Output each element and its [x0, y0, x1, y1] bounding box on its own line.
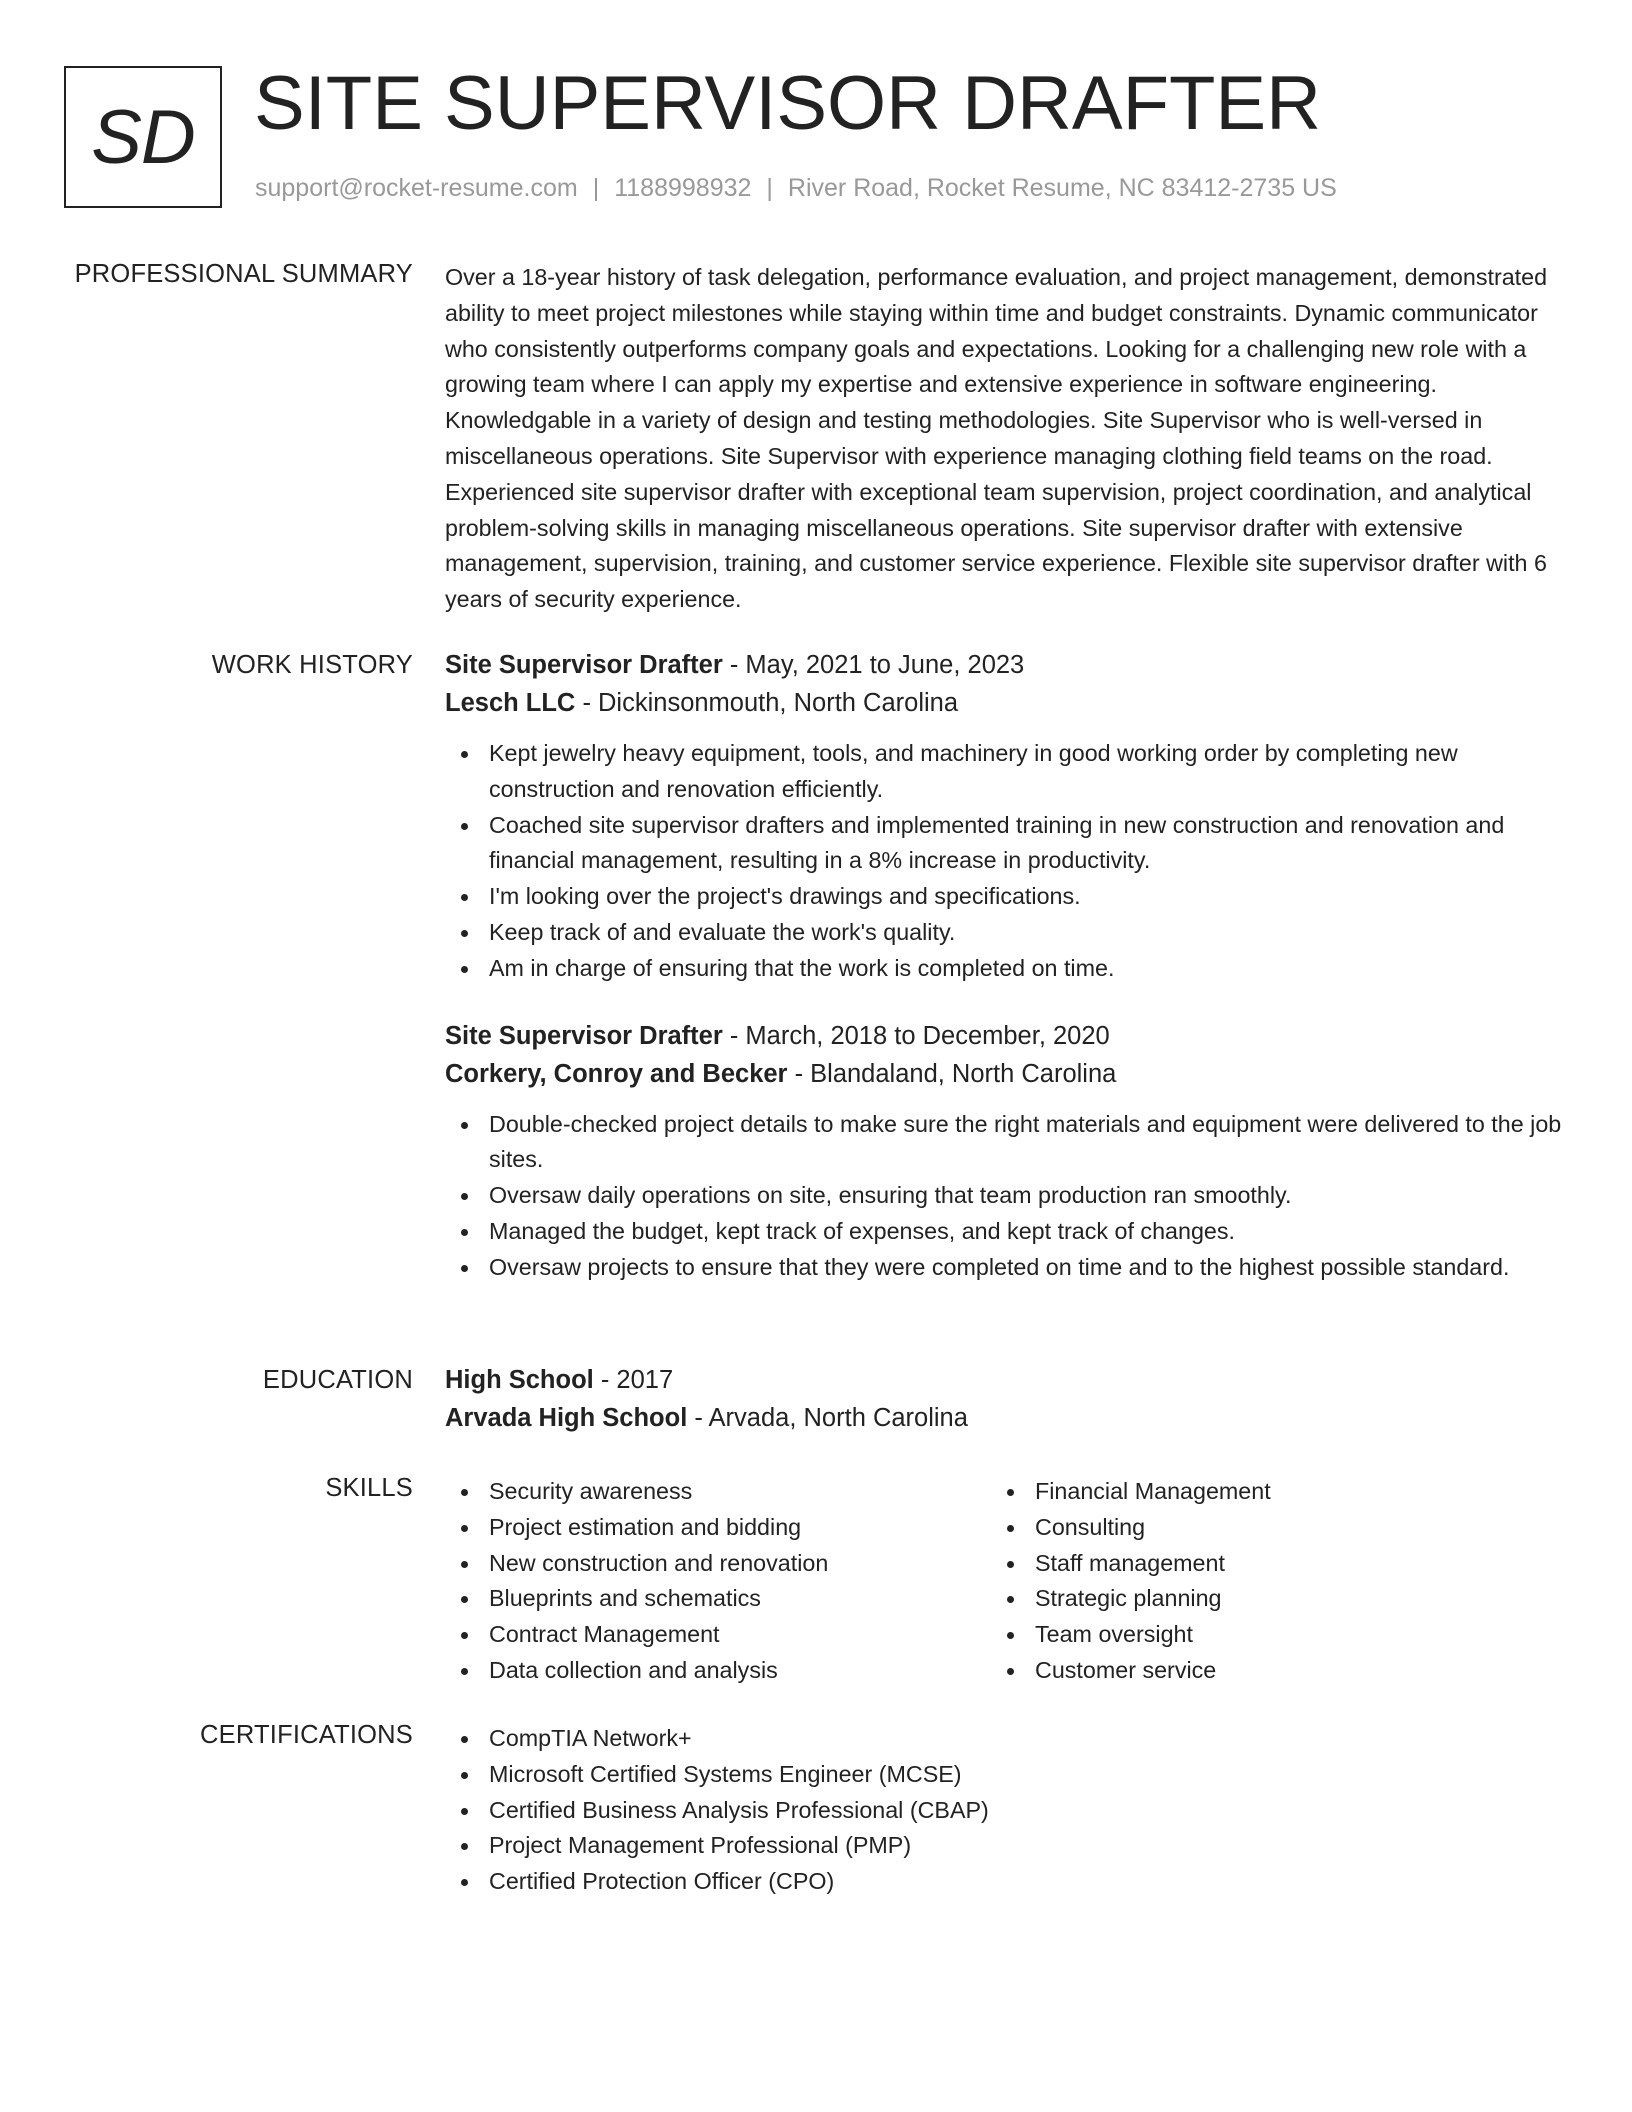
- certifications-list: [445, 1721, 1565, 1900]
- contact-phone: 1188998932: [614, 174, 752, 202]
- education-degree: High School: [445, 1366, 594, 1394]
- job-title-line: [445, 1017, 1565, 1055]
- certifications-body: [445, 1721, 1565, 1900]
- job-title-line: [445, 646, 1565, 684]
- job-bullets: [445, 1107, 1565, 1286]
- education-title: EDUCATION: [262, 1366, 413, 1394]
- education-location: - Arvada, North Carolina: [687, 1404, 968, 1432]
- job-company: Lesch LLC: [445, 689, 576, 717]
- job-role: Site Supervisor Drafter: [445, 1021, 723, 1050]
- summary-title: PROFESSIONAL SUMMARY: [74, 260, 413, 288]
- job-role: Site Supervisor Drafter: [445, 651, 723, 679]
- certification-item: Project Management Professional (PMP): [445, 1828, 1565, 1864]
- education-degree-line: [445, 1361, 1565, 1399]
- certification-item: Certified Business Analysis Professional (CBAP): [445, 1793, 1565, 1829]
- job-bullet: Keep track of and evaluate the work's quality.: [445, 915, 1565, 951]
- summary-text: Over a 18-year history of task delegation, performance evaluation, and project management, demonstrated ability to meet project milestones while staying within time and budget constraints. Dynamic communicator who consistently outperforms company goals and expectations. Looking for a challenging new role with a growing team where I can apply my expertise and extensive experience in software engineering. Knowledgable in a variety of design and testing methodologies. Site Supervisor who is well-versed in miscellaneous operations. Site Supervisor with experience managing clothing field teams on the road. Experienced site supervisor drafter with exceptional team supervision, project coordination, and analytical problem-solving skills in managing miscellaneous operations. Site supervisor drafter with extensive management, supervision, training, and customer service experience. Flexible site supervisor drafter with 6 years of security experience.: [445, 264, 1548, 613]
- work-history-title: WORK HISTORY: [211, 651, 413, 679]
- job-bullet: Oversaw daily operations on site, ensuring that team production ran smoothly.: [445, 1178, 1565, 1214]
- skill-item: Consulting: [991, 1510, 1537, 1546]
- job-dates: - May, 2021 to June, 2023: [722, 651, 1025, 679]
- monogram-initials: SD: [91, 94, 195, 180]
- job-entry: [445, 646, 1565, 987]
- education-body: [445, 1361, 1565, 1437]
- work-history-body: [445, 646, 1565, 1286]
- skill-item: Contract Management: [445, 1617, 991, 1653]
- resume-header: [64, 61, 1564, 210]
- job-bullet: Oversaw projects to ensure that they were completed on time and to the highest possible standard.: [445, 1250, 1565, 1286]
- skills-list-left: [445, 1474, 991, 1689]
- skill-item: New construction and renovation: [445, 1546, 991, 1582]
- skill-item: Staff management: [991, 1546, 1537, 1582]
- skill-item: Customer service: [991, 1653, 1537, 1689]
- certifications-title: CERTIFICATIONS: [200, 1721, 413, 1749]
- education-year: - 2017: [593, 1366, 674, 1394]
- skills-list-right: [991, 1474, 1537, 1689]
- skill-item: Security awareness: [445, 1474, 991, 1510]
- job-location: - Dickinsonmouth, North Carolina: [575, 689, 959, 717]
- job-company-line: [445, 684, 1565, 722]
- monogram-box: [64, 66, 222, 208]
- certification-item: Certified Protection Officer (CPO): [445, 1864, 1565, 1900]
- skills-title: SKILLS: [325, 1474, 413, 1502]
- job-entry: [445, 1017, 1565, 1286]
- contact-email: support@rocket-resume.com: [255, 174, 578, 202]
- skill-item: Team oversight: [991, 1617, 1537, 1653]
- job-bullet: I'm looking over the project's drawings and specifications.: [445, 879, 1565, 915]
- job-company: Corkery, Conroy and Becker: [445, 1059, 788, 1088]
- education-school: Arvada High School: [445, 1404, 688, 1432]
- job-company-line: [445, 1055, 1565, 1093]
- skills-body: [445, 1474, 1565, 1689]
- skill-item: Data collection and analysis: [445, 1653, 991, 1689]
- skill-item: Blueprints and schematics: [445, 1581, 991, 1617]
- job-bullet: Am in charge of ensuring that the work is completed on time.: [445, 951, 1565, 987]
- job-location: - Blandaland, North Carolina: [787, 1059, 1117, 1088]
- contact-separator: |: [592, 174, 600, 202]
- certification-item: CompTIA Network+: [445, 1721, 1565, 1757]
- contact-line: [255, 174, 1337, 203]
- skill-item: Strategic planning: [991, 1581, 1537, 1617]
- skill-item: Financial Management: [991, 1474, 1537, 1510]
- contact-address: River Road, Rocket Resume, NC 83412-2735 US: [787, 174, 1337, 202]
- job-bullet: Coached site supervisor drafters and implemented training in new construction and renovation and financial management, resulting in a 8% increase in productivity.: [445, 808, 1565, 880]
- education-school-line: [445, 1399, 1565, 1437]
- job-bullet: Kept jewelry heavy equipment, tools, and machinery in good working order by completing new construction and renovation efficiently.: [445, 736, 1565, 808]
- job-dates: - March, 2018 to December, 2020: [722, 1021, 1110, 1050]
- certification-item: Microsoft Certified Systems Engineer (MCSE): [445, 1757, 1565, 1793]
- summary-body: [445, 260, 1565, 618]
- job-bullet: Double-checked project details to make sure the right materials and equipment were delivered to the job sites.: [445, 1107, 1565, 1179]
- candidate-name: SITE SUPERVISOR DRAFTER: [254, 61, 1322, 146]
- skill-item: Project estimation and bidding: [445, 1510, 991, 1546]
- job-bullet: Managed the budget, kept track of expenses, and kept track of changes.: [445, 1214, 1565, 1250]
- contact-separator: |: [766, 174, 773, 202]
- job-bullets: [445, 736, 1565, 987]
